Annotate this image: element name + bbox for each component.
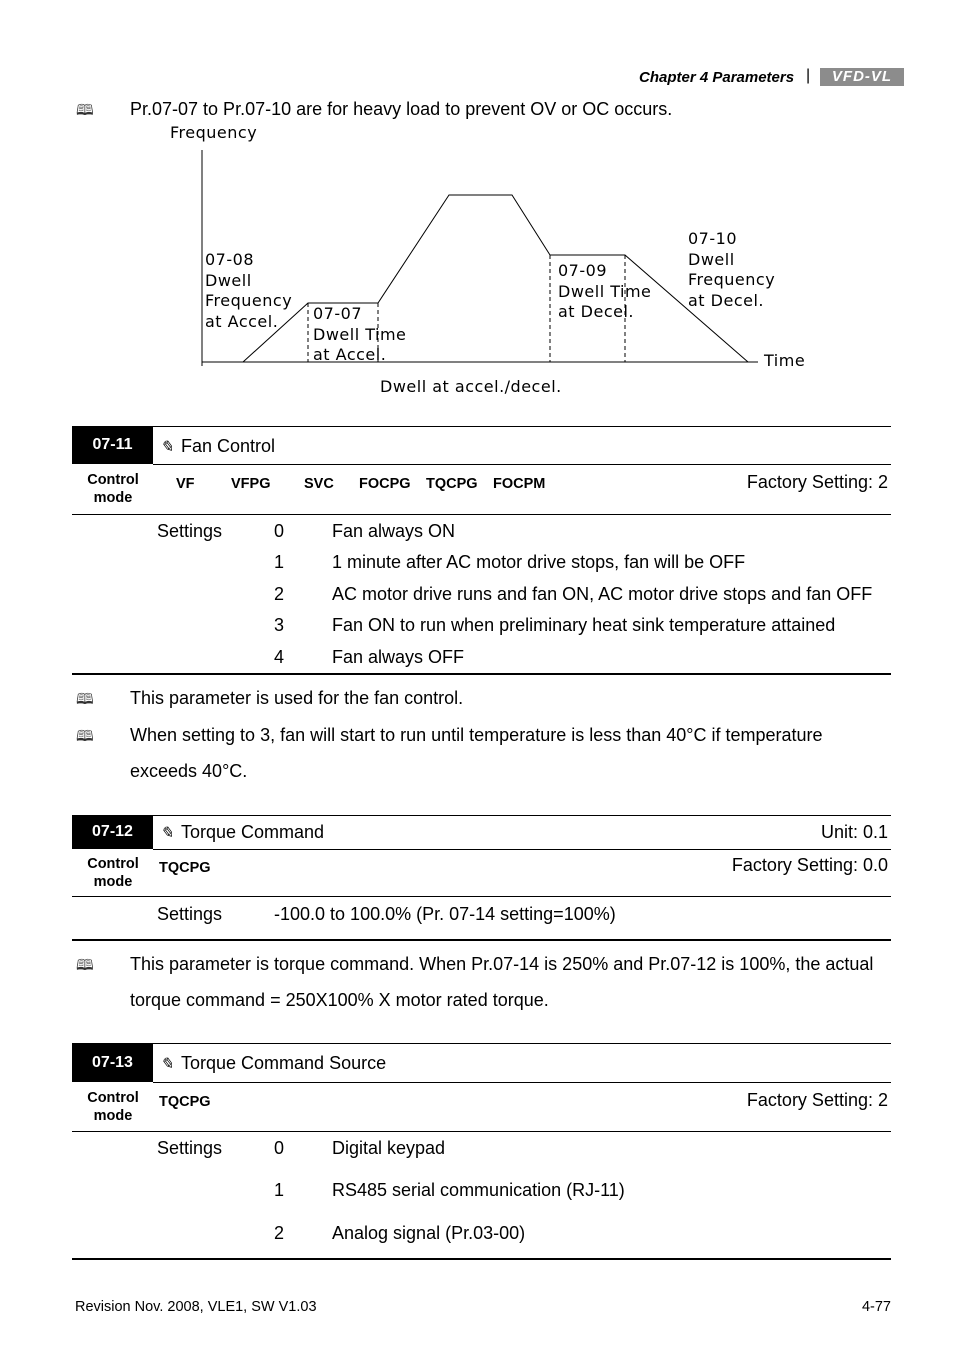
factory-setting-07-11: Factory Setting: 2	[746, 472, 888, 492]
figure-caption: Dwell at accel./decel.	[380, 377, 562, 396]
note-07-12-line1: This parameter is torque command. When Pr.07-14 is 250% and Pr.07-12 is 100%, the actual	[130, 954, 874, 974]
setting-desc: 1 minute after AC motor drive stops, fan will be OFF	[332, 552, 746, 572]
frequency-axis-label: Frequency	[170, 123, 258, 142]
label-07-09: 07-09 Dwell Time at Decel.	[558, 261, 652, 321]
mode-vfpg: VFPG	[231, 476, 271, 492]
setting-value: 1	[274, 1180, 285, 1200]
pencil-icon: ✎	[160, 439, 174, 456]
param-code-07-11: 07-11	[72, 426, 153, 464]
time-axis-label: Time	[764, 351, 806, 370]
note-07-11-fan: This parameter is used for the fan control.	[130, 688, 464, 708]
setting-desc: AC motor drive runs and fan ON, AC motor drive stops and fan OFF	[332, 584, 873, 604]
setting-desc: Fan ON to run when preliminary heat sink temperature attained	[332, 615, 836, 635]
factory-setting-07-12: Factory Setting: 0.0	[731, 855, 888, 875]
book-icon: 🕮	[76, 691, 94, 708]
param-code-07-12: 07-12	[72, 815, 153, 849]
pencil-icon: ✎	[160, 825, 174, 842]
unit-07-12: Unit: 0.1	[820, 822, 888, 842]
mode-tqcpg: TQCPG	[159, 1094, 211, 1110]
dwell-diagram	[0, 0, 954, 400]
book-icon: 🕮	[76, 102, 94, 119]
setting-desc: Analog signal (Pr.03-00)	[332, 1223, 526, 1243]
settings-range-07-12: -100.0 to 100.0% (Pr. 07-14 setting=100%)	[274, 904, 616, 924]
param-code-07-13: 07-13	[72, 1043, 153, 1082]
setting-value: 0	[274, 1138, 285, 1158]
label-07-08: 07-08 Dwell Frequency at Accel.	[205, 250, 293, 331]
mode-tqcpg: TQCPG	[426, 476, 478, 492]
param-title-07-12: Torque Command	[181, 822, 325, 842]
page-number: 4-77	[861, 1299, 891, 1315]
pencil-icon: ✎	[160, 1056, 174, 1073]
control-mode-label: Control mode	[87, 1090, 139, 1124]
settings-label: Settings	[157, 1138, 223, 1158]
note-07-11-temp-line2: exceeds 40°C.	[130, 761, 248, 781]
setting-desc: Digital keypad	[332, 1138, 446, 1158]
label-07-10: 07-10 Dwell Frequency at Decel.	[688, 229, 776, 310]
control-mode-label: Control mode	[87, 472, 139, 506]
control-mode-label: Control mode	[87, 856, 139, 890]
mode-tqcpg: TQCPG	[159, 860, 211, 876]
settings-label: Settings	[157, 521, 223, 541]
setting-value: 2	[274, 584, 285, 604]
header-separator: |	[806, 67, 811, 84]
setting-value: 2	[274, 1223, 285, 1243]
factory-setting-07-13: Factory Setting: 2	[746, 1090, 888, 1110]
mode-svc: SVC	[304, 476, 334, 492]
setting-value: 4	[274, 647, 285, 667]
setting-value: 3	[274, 615, 285, 635]
settings-label: Settings	[157, 904, 223, 924]
mode-focpm: FOCPM	[493, 476, 546, 492]
setting-value: 0	[274, 521, 285, 541]
note-07-11-temp-line1: When setting to 3, fan will start to run until temperature is less than 40°C if temperature	[130, 725, 823, 745]
param-title-07-11: Fan Control	[181, 436, 276, 456]
book-icon: 🕮	[76, 728, 94, 745]
param-title-07-13: Torque Command Source	[181, 1053, 387, 1073]
intro-note-text: Pr.07-07 to Pr.07-10 are for heavy load to prevent OV or OC occurs.	[130, 99, 673, 119]
mode-focpg: FOCPG	[359, 476, 411, 492]
setting-desc: Fan always OFF	[332, 647, 465, 667]
setting-desc: Fan always ON	[332, 521, 456, 541]
footer-revision: Revision Nov. 2008, VLE1, SW V1.03	[75, 1299, 317, 1315]
vfd-vl-logo: VFD-VL	[820, 68, 904, 86]
mode-vf: VF	[176, 476, 195, 492]
setting-desc: RS485 serial communication (RJ-11)	[332, 1180, 625, 1200]
label-07-07: 07-07 Dwell Time at Accel.	[313, 304, 407, 364]
book-icon: 🕮	[76, 957, 94, 974]
chapter-title: Chapter 4 Parameters	[639, 69, 795, 86]
setting-value: 1	[274, 552, 285, 572]
note-07-12-line2: torque command = 250X100% X motor rated torque.	[130, 990, 549, 1010]
